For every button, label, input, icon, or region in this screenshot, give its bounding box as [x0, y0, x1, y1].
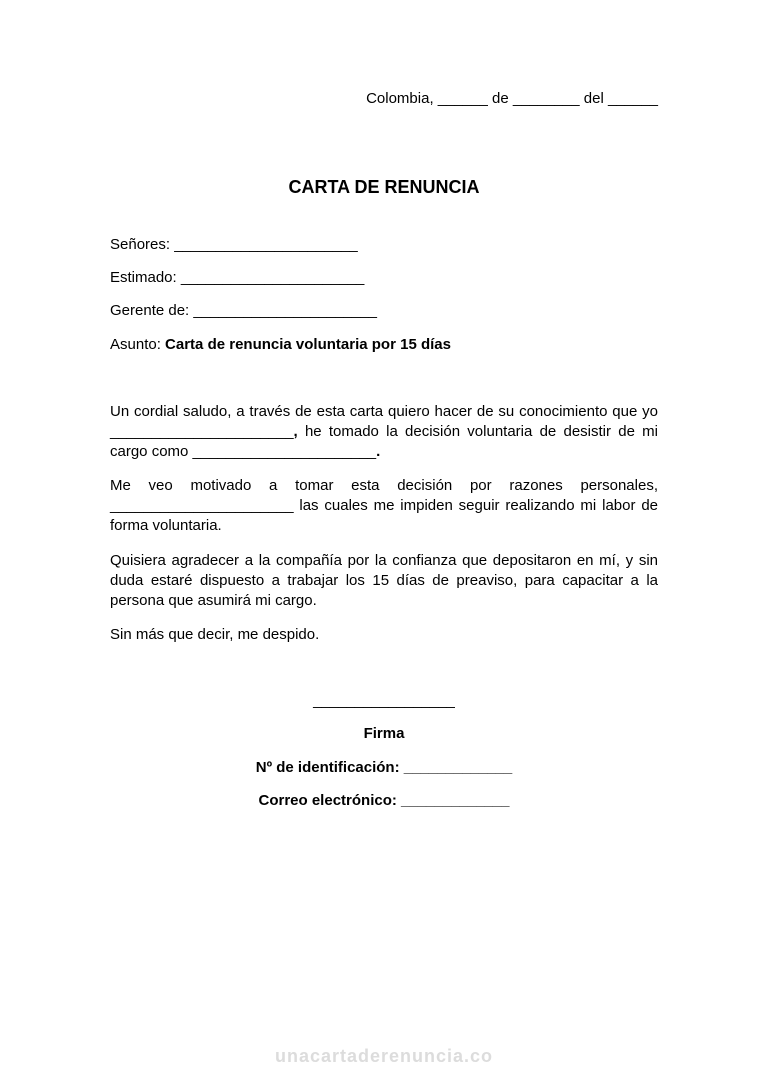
recipient-senores: Señores: ______________________ [110, 236, 358, 253]
p2-text: Me veo motivado a tomar esta decisión por razones personales, ______________________ las cuales me impiden seguir realizando mi labor de forma voluntaria. [110, 477, 658, 534]
paragraph-3 [110, 551, 658, 611]
p1-text-c: he tomado la decisión voluntaria de desistir de mi cargo como ______________________ [110, 423, 658, 460]
letter-title: CARTA DE RENUNCIA [288, 177, 480, 197]
p4-text: Sin más que decir, me despido. [110, 626, 320, 643]
watermark: unacartaderenuncia.co [274, 1046, 494, 1066]
date-line: Colombia, ______ de ________ del ______ [366, 90, 658, 107]
p1-text-d: . [376, 443, 381, 460]
p1-text-a: Un cordial saludo, a través de esta carta quiero hacer de su conocimiento que yo ______________________ [110, 403, 658, 440]
recipient-estimado: Estimado: ______________________ [110, 269, 365, 286]
recipient-gerente: Gerente de: ______________________ [110, 302, 377, 319]
p1-text-b: , [293, 423, 298, 440]
paragraph-1 [110, 402, 658, 462]
subject-label: Asunto: [110, 336, 166, 353]
subject-value: Carta de renuncia voluntaria por 15 días [165, 336, 451, 353]
p3-text: Quisiera agradecer a la compañía por la confianza que depositaron en mí, y sin duda estaré dispuesto a trabajar los 15 días de preaviso, para capacitar a la persona que asumirá mi cargo. [110, 552, 658, 609]
signature-label: Firma [363, 725, 405, 742]
paragraph-4 [110, 625, 658, 645]
signature-line: _________________ [313, 692, 455, 709]
id-number-line: Nº de identificación: _____________ [255, 759, 513, 776]
email-line: Correo electrónico: _____________ [258, 792, 510, 809]
subject-line [110, 336, 451, 353]
paragraph-2 [110, 476, 658, 536]
